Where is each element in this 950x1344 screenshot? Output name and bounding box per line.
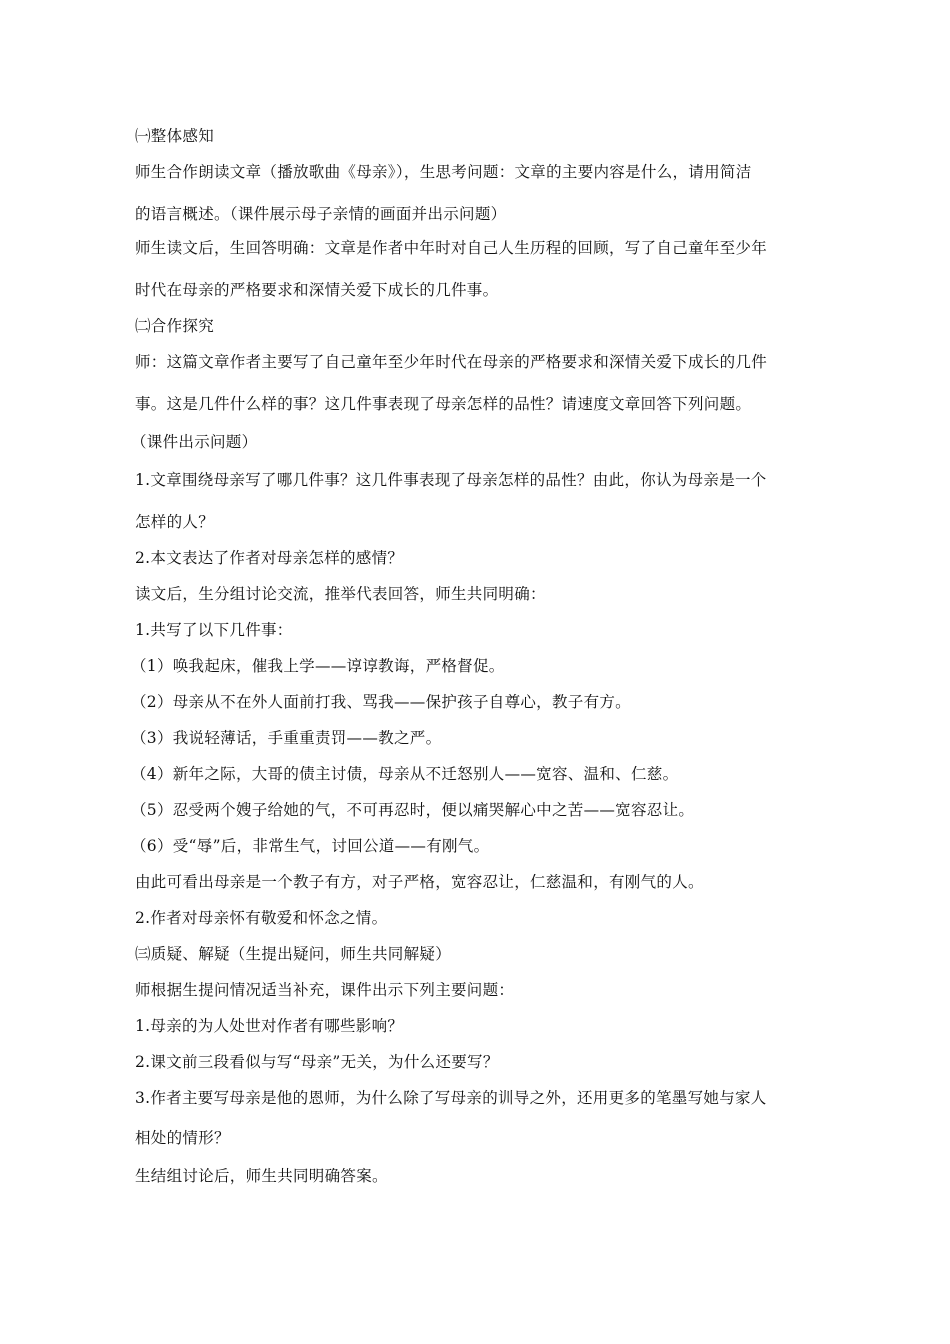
paragraph-line: 的语言概述。（课件展示母子亲情的画面并出示问题） bbox=[135, 205, 507, 223]
paragraph-line: 怎样的人？ bbox=[135, 513, 215, 531]
question-item: 1.母亲的为人处世对作者有哪些影响？ bbox=[135, 1017, 404, 1035]
event-list-item: （2）母亲从不在外人面前打我、骂我——保护孩子自尊心，教子有方。 bbox=[131, 693, 631, 711]
answer-item: 2.作者对母亲怀有敬爱和怀念之情。 bbox=[135, 909, 388, 927]
paragraph-line: 师生合作朗读文章（播放歌曲《母亲》），生思考问题：文章的主要内容是什么，请用简洁 bbox=[135, 163, 752, 181]
paragraph-line: 事。这是几件什么样的事？这几件事表现了母亲怎样的品性？请速度文章回答下列问题。 bbox=[135, 395, 752, 413]
paragraph-line: （课件出示问题） bbox=[131, 433, 258, 451]
paragraph-line: 师根据生提问情况适当补充，课件出示下列主要问题： bbox=[135, 981, 515, 999]
event-list-item: （4）新年之际，大哥的债主讨债，母亲从不迁怒别人——宽容、温和、仁慈。 bbox=[131, 765, 679, 783]
paragraph-line: 由此可看出母亲是一个教子有方，对子严格，宽容忍让，仁慈温和，有刚气的人。 bbox=[135, 873, 704, 891]
paragraph-line: 时代在母亲的严格要求和深情关爱下成长的几件事。 bbox=[135, 281, 499, 299]
answer-item: 1.共写了以下几件事： bbox=[135, 621, 293, 639]
event-list-item: （1）唤我起床，催我上学——谆谆教诲，严格督促。 bbox=[131, 657, 505, 675]
question-item: 2.本文表达了作者对母亲怎样的感情？ bbox=[135, 549, 404, 567]
event-list-item: （5）忍受两个嫂子给她的气，不可再忍时，便以痛哭解心中之苦——宽容忍让。 bbox=[131, 801, 695, 819]
event-list-item: （6）受“辱”后，非常生气，讨回公道——有刚气。 bbox=[131, 837, 490, 855]
section-heading-questioning: ㈢质疑、解疑（生提出疑问，师生共同解疑） bbox=[135, 945, 452, 963]
paragraph-line: 相处的情形？ bbox=[135, 1129, 230, 1147]
paragraph-line: 师：这篇文章作者主要写了自己童年至少年时代在母亲的严格要求和深情关爱下成长的几件 bbox=[135, 353, 768, 371]
paragraph-line: 读文后，生分组讨论交流，推举代表回答，师生共同明确： bbox=[135, 585, 546, 603]
paragraph-line: 生结组讨论后，师生共同明确答案。 bbox=[135, 1167, 388, 1185]
section-heading-cooperative-inquiry: ㈡合作探究 bbox=[135, 317, 215, 335]
question-item: 1.文章围绕母亲写了哪几件事？这几件事表现了母亲怎样的品性？由此，你认为母亲是一个 bbox=[135, 471, 767, 489]
section-heading-overall-perception: ㈠整体感知 bbox=[135, 127, 215, 145]
question-item: 2.课文前三段看似与写“母亲”无关，为什么还要写？ bbox=[135, 1053, 499, 1071]
paragraph-line: 师生读文后，生回答明确：文章是作者中年时对自己人生历程的回顾，写了自己童年至少年 bbox=[135, 239, 768, 257]
event-list-item: （3）我说轻薄话，手重重责罚——教之严。 bbox=[131, 729, 442, 747]
question-item: 3.作者主要写母亲是他的恩师，为什么除了写母亲的训导之外，还用更多的笔墨写她与家人 bbox=[135, 1089, 767, 1107]
